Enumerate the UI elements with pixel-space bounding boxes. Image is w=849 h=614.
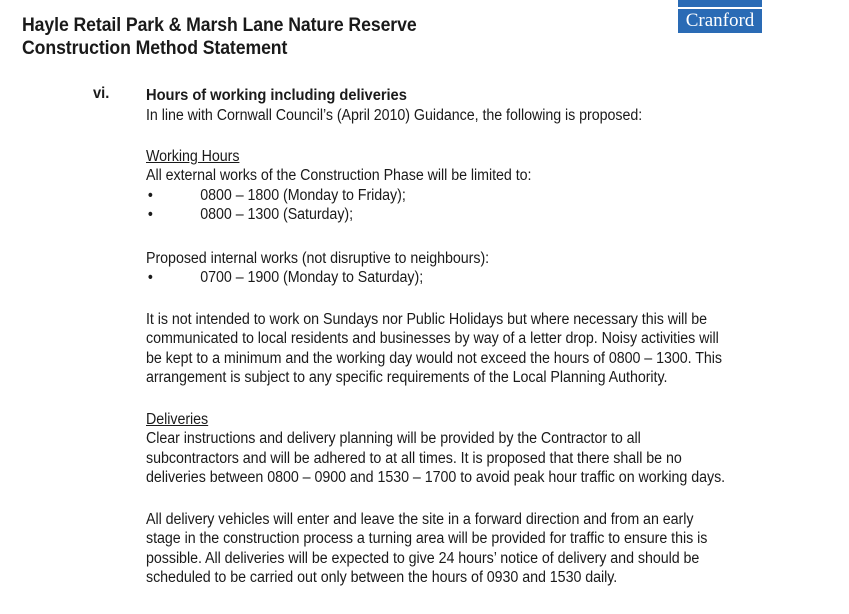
list-item [146, 186, 744, 206]
header-title-line2: Construction Method Statement [22, 38, 288, 59]
paragraph-line: be kept to a minimum and the working day would not exceed the hours of 0800 – 1300. This [146, 349, 722, 367]
internal-works-lead: Proposed internal works (not disruptive to neighbours): [146, 249, 490, 267]
bullet-icon: • [147, 269, 153, 286]
list-item [146, 268, 744, 288]
header-title-line1: Hayle Retail Park & Marsh Lane Nature Reserve [22, 15, 417, 36]
paragraph-line: subcontractors and will be adhered to at all times. It is proposed that there shall be no [146, 449, 682, 467]
paragraph-line: arrangement is subject to any specific requirements of the Local Planning Authority. [146, 369, 668, 386]
list-item [146, 205, 744, 225]
deliveries-paragraph-2 [146, 510, 744, 588]
paragraph-line: It is not intended to work on Sundays nor Public Holidays but where necessary this will be [146, 310, 708, 328]
paragraph-line: Clear instructions and delivery planning will be provided by the Contractor to all [146, 430, 641, 447]
bullet-icon: • [147, 186, 153, 204]
working-hours-paragraph [146, 310, 744, 388]
paragraph-line: deliveries between 0800 – 0900 and 1530 – 1700 to avoid peak hour traffic on working days. [146, 469, 726, 486]
deliveries-heading: Deliveries [146, 410, 209, 428]
paragraph-line: possible. All deliveries will be expected to give 24 hours’ notice of delivery and should be [146, 549, 700, 567]
bullet-icon: • [147, 206, 153, 223]
paragraph-line: scheduled to be carried out only between the hours of 0930 and 1530 daily. [146, 569, 618, 586]
internal-hours: 0700 – 1900 (Monday to Saturday); [200, 269, 424, 286]
section-body [146, 87, 744, 588]
section-title: Hours of working including deliveries [146, 87, 407, 104]
logo-top-bar [678, 0, 762, 7]
document-header-title [22, 14, 417, 60]
working-hours-heading: Working Hours [146, 147, 240, 165]
cranford-logo [678, 0, 762, 33]
deliveries-paragraph-1 [146, 429, 744, 488]
working-hours-lead: All external works of the Construction Phase will be limited to: [146, 167, 532, 184]
paragraph-line: communicated to local residents and businesses by way of a letter drop. Noisy activities will [146, 330, 719, 347]
section-number: vi. [93, 85, 110, 102]
paragraph-line: All delivery vehicles will enter and leave the site in a forward direction and from an early [146, 510, 694, 528]
logo-wordmark: Cranford [678, 9, 762, 33]
external-hours-saturday: 0800 – 1300 (Saturday); [200, 206, 354, 223]
external-hours-weekday: 0800 – 1800 (Monday to Friday); [200, 186, 406, 204]
section-intro: In line with Cornwall Council’s (April 2010) Guidance, the following is proposed: [146, 107, 643, 124]
paragraph-line: stage in the construction process a turning area will be provided for traffic to ensure this is [146, 530, 708, 547]
